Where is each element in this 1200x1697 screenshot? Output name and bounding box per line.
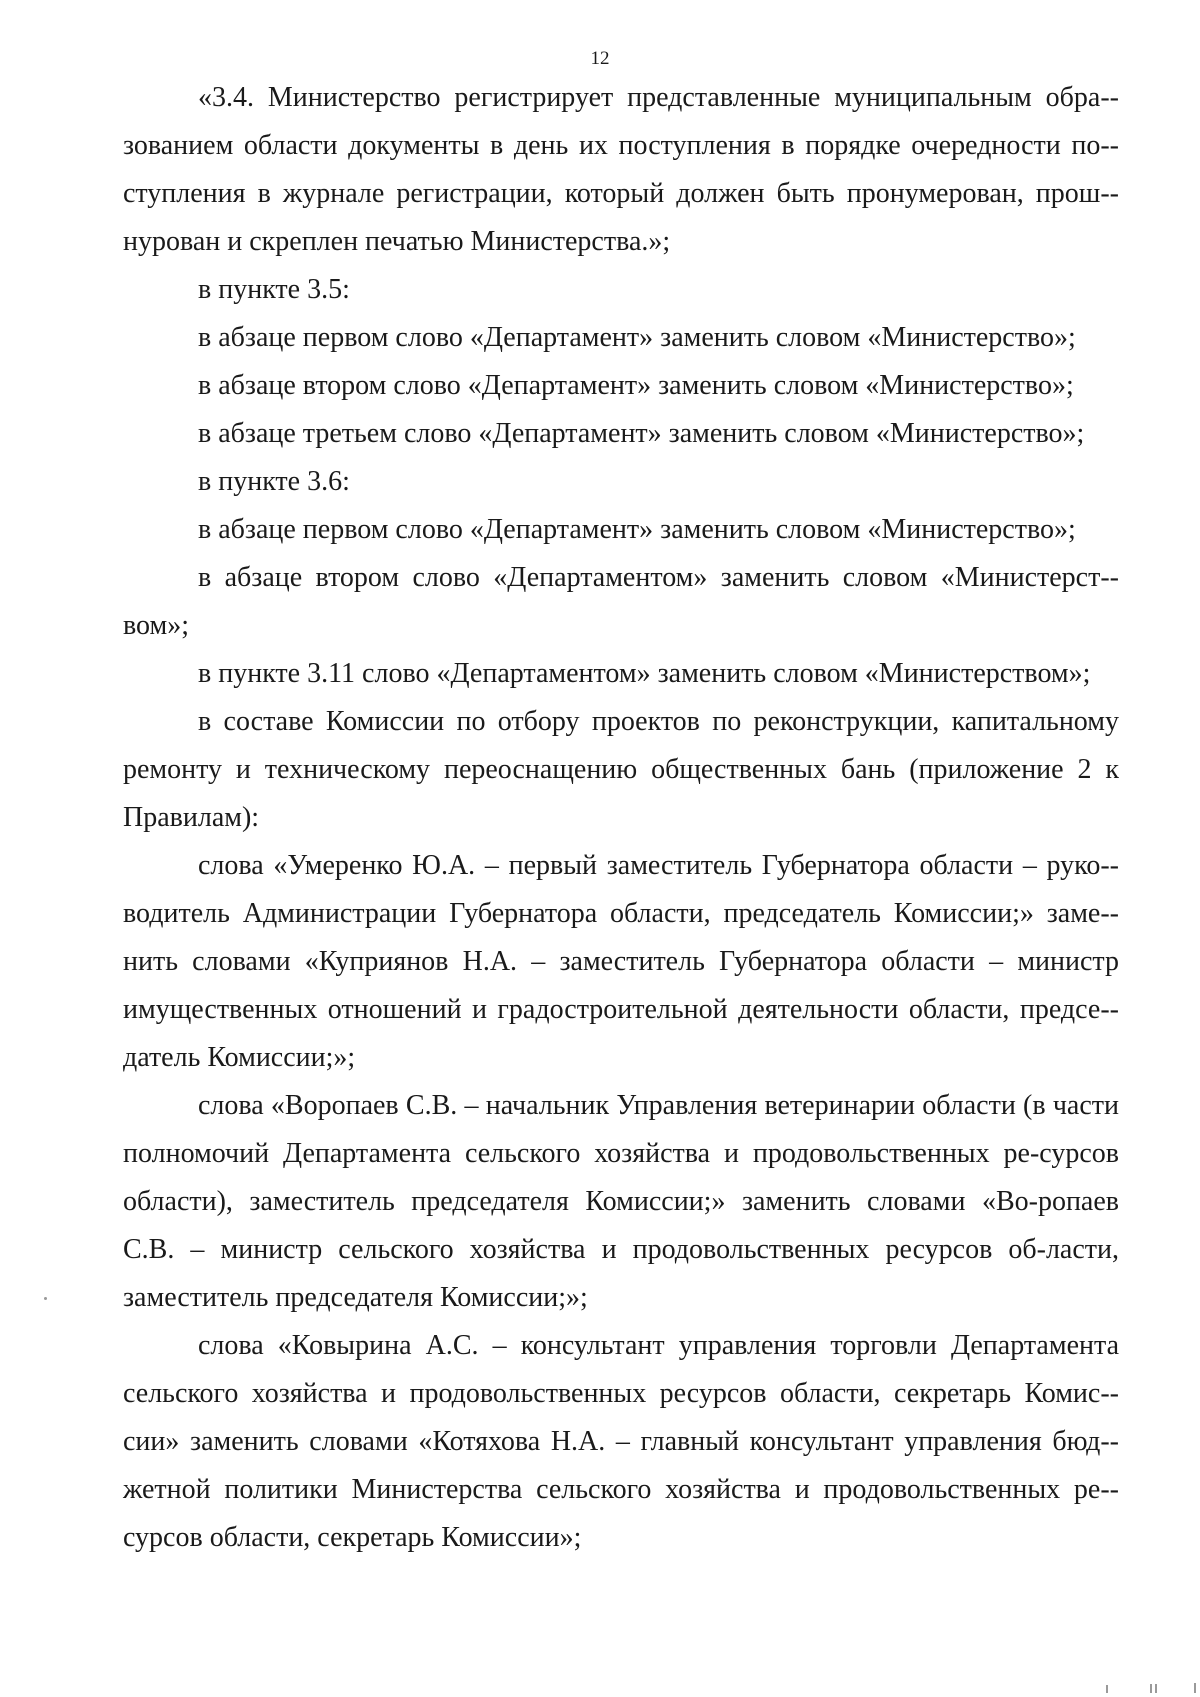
scan-speck [1194,1683,1196,1693]
paragraph-3-6-first: в абзаце первом слово «Департамент» заменить словом «Министерство»; [198,514,1076,545]
scan-speck [1106,1685,1108,1693]
paragraph-voropaev: слова «Воропаев С.В. – начальник Управления ветеринарии области (в части полномочий Департамента сельского хозяйства и продовольственных ре-сурсов области), заместитель председателя Комиссии;» заменить словами «Во-ропаев С.В. – министр сельского хозяйства и продовольственных ресурсов об-ласти, заместитель председателя Комиссии;»; [123,1090,1119,1313]
paragraph-point-3-6: в пункте 3.6: [198,466,350,497]
paragraph-umerenko: слова «Умеренко Ю.А. – первый заместитель Губернатора области – руко-водитель Администрации Губернатора области, председатель Комиссии;» заме-нить словами «Куприянов Н.А. – заместитель Губернатора области – министр имущественных отношений и градостроительной деятельности области, предсе-датель Комиссии;»; [123,850,1119,1073]
scan-speck [44,1297,47,1300]
document-body [123,74,1119,1562]
paragraph-kovyrina: слова «Ковырина А.С. – консультант управления торговли Департамента сельского хозяйства и продовольственных ресурсов области, секретарь Комис-сии» заменить словами «Котяхова Н.А. – главный консультант управления бюд-жетной политики Министерства сельского хозяйства и продовольственных ре-сурсов области, секретарь Комиссии»; [123,1330,1119,1553]
paragraph-3-4: «3.4. Министерство регистрирует представленные муниципальным обра-зованием области документы в день их поступления в порядке очередности по-ступления в журнале регистрации, который должен быть пронумерован, прош-нурован и скреплен печатью Министерства.»; [123,82,1119,257]
paragraph-3-5-third: в абзаце третьем слово «Департамент» заменить словом «Министерство»; [198,418,1085,449]
paragraph-3-5-second: в абзаце втором слово «Департамент» заменить словом «Министерство»; [198,370,1074,401]
page-number: 12 [590,48,610,69]
paragraph-point-3-5: в пункте 3.5: [198,274,350,305]
paragraph-point-3-11: в пункте 3.11 слово «Департаментом» заменить словом «Министерством»; [198,658,1091,689]
scan-speck [1155,1684,1157,1693]
paragraph-3-5-first: в абзаце первом слово «Департамент» заменить словом «Министерство»; [198,322,1076,353]
scan-speck [1150,1684,1152,1693]
paragraph-3-6-second: в абзаце втором слово «Департаментом» заменить словом «Министерст-вом»; [123,562,1119,641]
paragraph-commission: в составе Комиссии по отбору проектов по реконструкции, капитальному ремонту и техническому переоснащению общественных бань (приложение 2 к Правилам): [123,706,1119,833]
